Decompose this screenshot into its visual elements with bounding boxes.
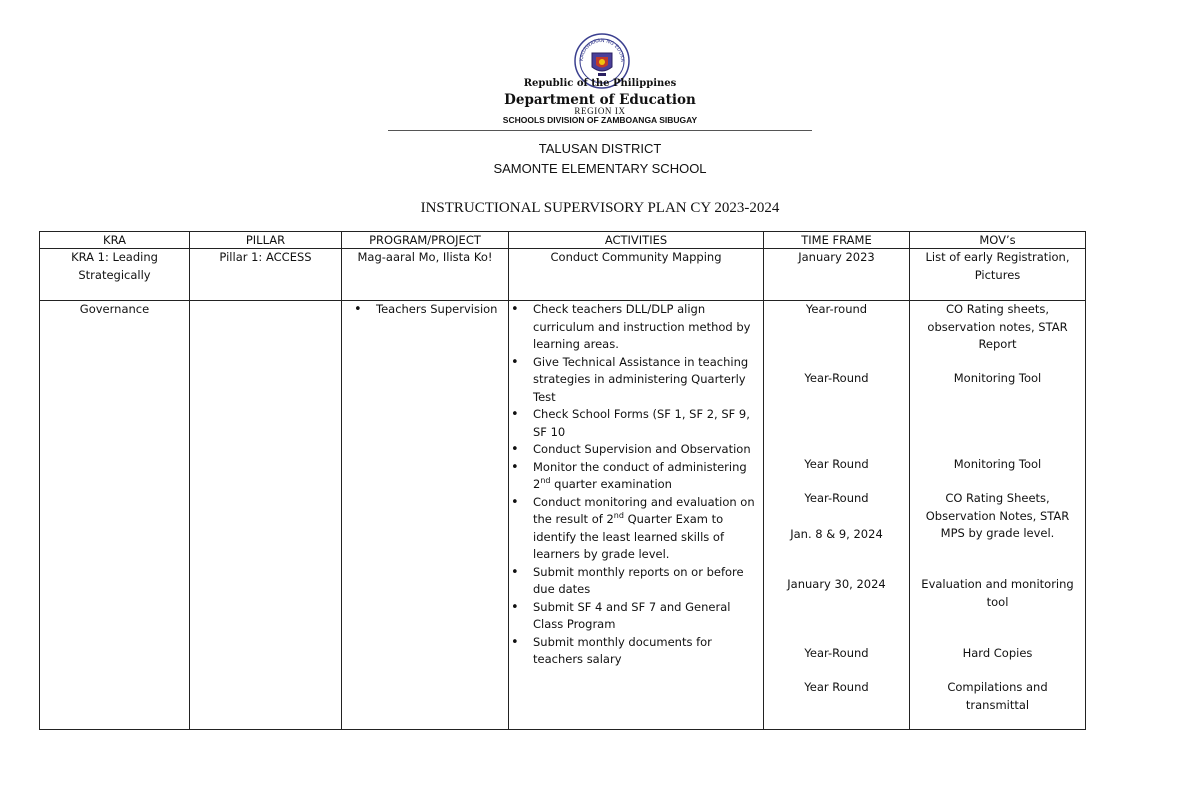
ordinal-suffix: nd — [613, 511, 624, 521]
list-item-text: Quarter Exam to identify the least learned skills of learners by grade level. — [533, 512, 725, 561]
time-frame-entry: Jan. 8 & 9, 2024 — [790, 527, 883, 541]
list-item — [533, 459, 759, 494]
time-frame-entry: Year-Round — [804, 491, 869, 505]
table-header-row — [40, 232, 1086, 249]
mov-entry: Compilations and transmittal — [947, 680, 1048, 712]
time-frame-entry: Year Round — [804, 680, 869, 694]
column-header-activities: ACTIVITIES — [509, 232, 764, 249]
mov-entry: CO Rating Sheets, Observation Notes, STAR MPS by grade level. — [925, 491, 1070, 540]
program-cell: Mag-aaral Mo, Ilista Ko! — [342, 249, 509, 301]
list-item: • Teachers Supervision — [376, 301, 504, 319]
mov-entry: Monitoring Tool — [953, 371, 1042, 385]
list-item: • Check teachers DLL/DLP align curriculum and instruction method by learning areas. — [533, 301, 759, 354]
time-frame-entry: Year-round — [805, 302, 868, 316]
list-item-text: Monitor the conduct of administering 2 — [533, 459, 747, 491]
table-row — [40, 301, 1086, 730]
list-item: • Check School Forms (SF 1, SF 2, SF 9, SF 10 — [533, 406, 759, 441]
supervisory-plan-table — [39, 231, 1086, 730]
school-heading: SAMONTE ELEMENTARY SCHOOL — [493, 161, 707, 176]
program-cell — [342, 301, 509, 730]
svg-text:KAGAWARAN NG EDUKASYON: KAGAWARAN NG EDUKA — [578, 37, 626, 63]
pillar-cell — [190, 301, 342, 730]
kra-cell: Governance — [40, 301, 190, 730]
list-item — [533, 494, 759, 564]
pillar-cell: Pillar 1: ACCESS — [190, 249, 342, 301]
time-frame-cell — [764, 301, 910, 730]
mov-cell — [910, 301, 1086, 730]
plan-title: INSTRUCTIONAL SUPERVISORY PLAN CY 2023-2024 — [420, 200, 780, 216]
column-header-kra: KRA — [40, 232, 190, 249]
mov-entry: Monitoring Tool — [953, 457, 1042, 471]
time-frame-entry: Year-Round — [804, 371, 869, 385]
mov-entry: CO Rating sheets, observation notes, STAR Report — [927, 302, 1068, 351]
column-header-program: PROGRAM/PROJECT — [342, 232, 509, 249]
list-item: • Submit monthly documents for teachers salary — [533, 634, 759, 669]
time-frame-entry: Year Round — [804, 457, 869, 471]
time-frame-entry: January 30, 2024 — [787, 577, 886, 591]
list-item: • Give Technical Assistance in teaching strategies in administering Quarterly Test — [533, 354, 759, 407]
ordinal-suffix: nd — [540, 476, 551, 486]
kra-cell: KRA 1: Leading Strategically — [40, 249, 190, 301]
activities-cell — [509, 301, 764, 730]
department-heading: Department of Education — [504, 92, 696, 108]
column-header-time-frame: TIME FRAME — [764, 232, 910, 249]
column-header-pillar: PILLAR — [190, 232, 342, 249]
list-item-text: Conduct monitoring and evaluation on the result of 2 — [533, 494, 755, 526]
mov-cell: List of early Registration, Pictures — [910, 249, 1086, 301]
list-item: • Submit SF 4 and SF 7 and General Class Program — [533, 599, 759, 634]
mov-entry: Evaluation and monitoring tool — [921, 577, 1074, 609]
division-heading: SCHOOLS DIVISION OF ZAMBOANGA SIBUGAY — [502, 115, 698, 125]
republic-heading: Republic of the Philippines — [523, 78, 677, 89]
table-row — [40, 249, 1086, 301]
column-header-movs: MOV’s — [910, 232, 1086, 249]
district-heading: TALUSAN DISTRICT — [538, 141, 662, 156]
list-item-text: quarter examination — [550, 477, 672, 491]
list-item: • Submit monthly reports on or before due dates — [533, 564, 759, 599]
region-heading: REGION IX — [574, 106, 626, 116]
list-item: • Conduct Supervision and Observation — [533, 441, 759, 459]
time-frame-cell: January 2023 — [764, 249, 910, 301]
activity-cell: Conduct Community Mapping — [509, 249, 764, 301]
time-frame-entry: Year-Round — [804, 646, 869, 660]
mov-entry: Hard Copies — [962, 646, 1033, 660]
header-divider — [388, 130, 812, 131]
